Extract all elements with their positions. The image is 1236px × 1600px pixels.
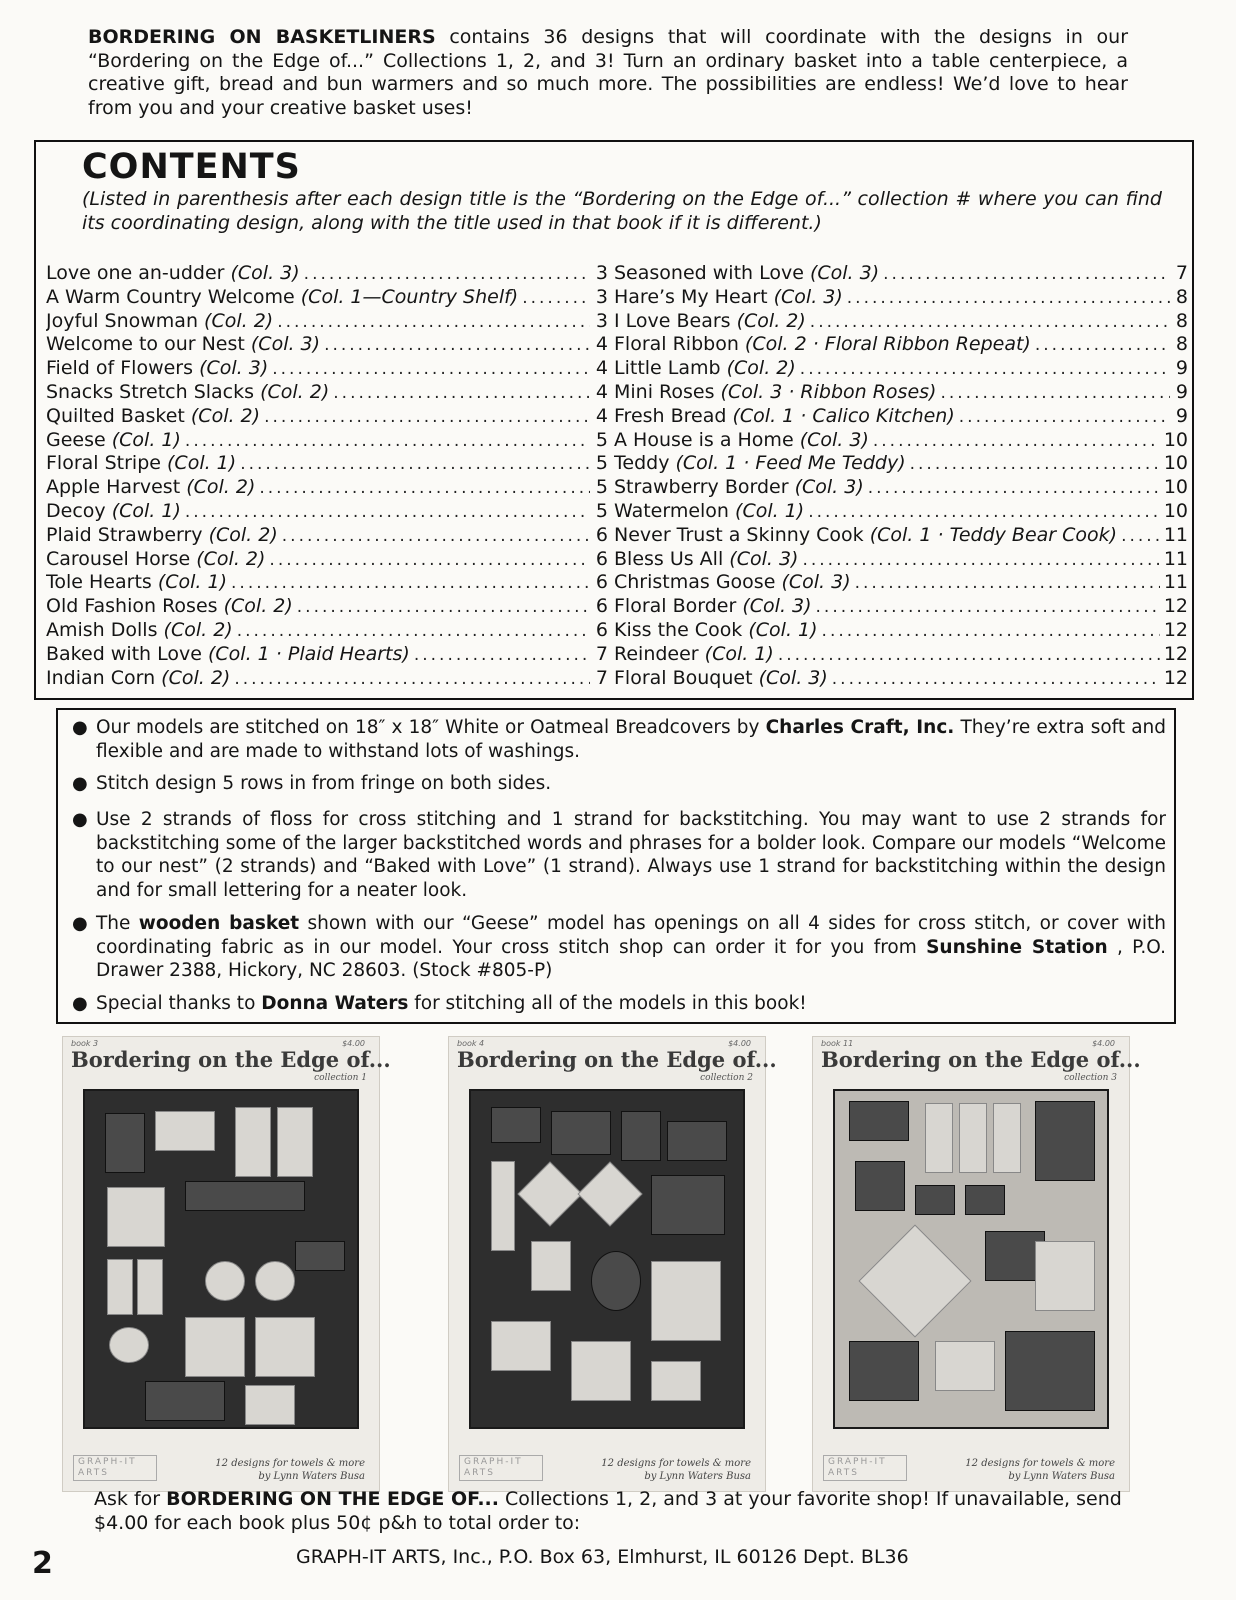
book-title: Bordering on the Edge of... (457, 1047, 777, 1072)
toc-page-number: 12 (1163, 666, 1188, 689)
toc-leader-dots (959, 407, 1170, 427)
toc-entry (46, 643, 608, 667)
toc-entry (614, 286, 1188, 310)
toc-page-number: 4 (595, 380, 608, 403)
toc-collection-ref: (Col. 3 · Ribbon Roses) (720, 380, 937, 403)
toc-leader-dots (873, 431, 1160, 451)
toc-entry-title (46, 667, 230, 689)
toc-collection-ref: (Col. 3) (794, 476, 864, 499)
toc-leader-dots (304, 264, 590, 284)
book-tagline: 12 designs for towels & more (215, 1458, 365, 1469)
book-title: Bordering on the Edge of... (71, 1047, 391, 1072)
toc-design-name: Indian Corn (46, 666, 156, 689)
toc-entry (46, 429, 608, 453)
toc-design-name: Floral Bouquet (614, 666, 753, 689)
toc-entry (46, 405, 608, 429)
toc-leader-dots (1035, 335, 1170, 355)
toc-design-name: Baked with Love (46, 642, 202, 665)
book-title: Bordering on the Edge of... (821, 1047, 1141, 1072)
toc-entry-title (614, 357, 796, 379)
toc-collection-ref: (Col. 1) (735, 499, 805, 522)
toc-entry (614, 524, 1188, 548)
contents-note: (Listed in parenthesis after each design title is the “Bordering on the Edge of...” collection # where you can find its coordinating design, along with the title used in that book if it is different.) (82, 188, 1162, 234)
toc-entry-title (614, 405, 955, 427)
toc-page-number: 6 (595, 571, 608, 594)
toc-page-number: 4 (595, 357, 608, 380)
toc-entry (46, 476, 608, 500)
toc-entry-title (46, 619, 233, 641)
toc-entry (46, 619, 608, 643)
toc-entry-title (46, 548, 265, 570)
toc-collection-ref: (Col. 2) (204, 309, 274, 332)
toc-entry (614, 595, 1188, 619)
toc-page-number: 7 (1175, 262, 1188, 284)
toc-page-number: 6 (595, 618, 608, 641)
toc-collection-ref: (Col. 3) (199, 357, 269, 380)
book-price: $4.00 (1092, 1039, 1115, 1048)
toc-page-number: 9 (1175, 380, 1188, 403)
toc-entry (614, 619, 1188, 643)
contents-box (34, 140, 1194, 700)
toc-leader-dots (333, 383, 590, 403)
book-cover-collection-1 (62, 1036, 391, 1492)
bullet-icon: ● (72, 717, 88, 738)
toc-collection-ref: (Col. 2 · Floral Ribbon Repeat) (744, 333, 1031, 356)
toc-leader-dots (868, 478, 1160, 498)
toc-design-name: Field of Flowers (46, 357, 194, 380)
toc-design-name: Strawberry Border (614, 476, 789, 499)
book-number: book 11 (821, 1039, 854, 1048)
toc-collection-ref: (Col. 3) (742, 595, 812, 618)
toc-entry-title (46, 310, 273, 332)
note-text: for stitching all of the models in this book! (408, 993, 807, 1014)
toc-page-number: 8 (1175, 285, 1188, 308)
note-text: Stitch design 5 rows in from fringe on both sides. (96, 773, 552, 794)
toc-entry-title (614, 524, 1117, 546)
toc-page-number: 9 (1175, 357, 1188, 380)
toc-collection-ref: (Col. 1) (704, 642, 774, 665)
toc-design-name: Mini Roses (614, 380, 715, 403)
toc-design-name: Floral Ribbon (614, 333, 739, 356)
toc-entry-title (46, 595, 293, 617)
note-text: , P.O. Drawer 2388, Hickory, NC 28603. (Stock #805-P) (96, 936, 1167, 981)
toc-page-number: 4 (595, 404, 608, 427)
toc-leader-dots (802, 550, 1159, 570)
toc-page-number: 7 (595, 666, 608, 689)
toc-collection-ref: (Col. 2) (196, 547, 266, 570)
toc-collection-ref: (Col. 1) (167, 452, 237, 475)
order-paragraph (94, 1488, 1134, 1535)
toc-page-number: 11 (1163, 547, 1188, 570)
toc-entry (46, 500, 608, 524)
publisher-logo: GRAPH-IT ARTS (73, 1455, 157, 1481)
toc-collection-ref: (Col. 1) (111, 428, 181, 451)
note-text: Special thanks to (96, 993, 262, 1014)
toc-page-number: 12 (1163, 595, 1188, 618)
book-number: book 3 (71, 1039, 99, 1048)
toc-collection-ref: (Col. 2) (223, 595, 293, 618)
toc-entry (614, 476, 1188, 500)
toc-collection-ref: (Col. 3) (809, 262, 880, 284)
toc-leader-dots (234, 669, 590, 689)
toc-design-name: I Love Bears (614, 309, 731, 332)
book-author: by Lynn Waters Busa (644, 1471, 751, 1482)
toc-design-name: Little Lamb (614, 357, 721, 380)
toc-leader-dots (910, 454, 1160, 474)
toc-leader-dots (324, 335, 590, 355)
note-basket (72, 912, 1166, 983)
toc-entry-title (46, 286, 518, 308)
toc-leader-dots (800, 359, 1170, 379)
toc-design-name: Reindeer (614, 642, 699, 665)
toc-entry (614, 571, 1188, 595)
toc-entry (614, 262, 1188, 286)
toc-page-number: 11 (1163, 523, 1188, 546)
note-brand: Charles Craft, Inc. (765, 717, 955, 738)
toc-entry (46, 310, 608, 334)
toc-leader-dots (269, 550, 590, 570)
toc-leader-dots (231, 573, 590, 593)
bullet-icon: ● (72, 913, 88, 934)
toc-design-name: Plaid Strawberry (46, 523, 203, 546)
toc-entry-title (46, 524, 278, 546)
note-thanks (72, 992, 1166, 1016)
toc-entry-title (614, 595, 812, 617)
toc-design-name: Joyful Snowman (46, 309, 198, 332)
toc-page-number: 7 (595, 642, 608, 665)
toc-entry-title (46, 381, 329, 403)
toc-collection-ref: (Col. 3) (781, 571, 851, 594)
toc-right-column (614, 262, 1188, 690)
book-cover-photo (83, 1089, 359, 1429)
toc-entry (614, 381, 1188, 405)
book-price: $4.00 (342, 1039, 365, 1048)
toc-collection-ref: (Col. 2) (260, 380, 330, 403)
toc-collection-ref: (Col. 3) (758, 666, 828, 689)
toc-leader-dots (240, 454, 590, 474)
toc-leader-dots (185, 431, 590, 451)
toc-leader-dots (185, 502, 590, 522)
toc-page-number: 3 (595, 285, 608, 308)
toc-entry-title (46, 333, 320, 355)
order-book-title: BORDERING ON THE EDGE OF... (166, 1488, 499, 1510)
toc-collection-ref: (Col. 3) (250, 333, 321, 356)
toc-collection-ref: (Col. 2) (726, 357, 796, 380)
toc-entry (46, 357, 608, 381)
toc-entry (46, 548, 608, 572)
publisher-address: GRAPH-IT ARTS, Inc., P.O. Box 63, Elmhurst, IL 60126 Dept. BL36 (296, 1546, 909, 1568)
toc-entry-title (46, 500, 181, 522)
bullet-icon: ● (72, 773, 88, 794)
toc-leader-dots (940, 383, 1170, 403)
toc-collection-ref: (Col. 2) (190, 404, 261, 427)
toc-entry-title (46, 262, 300, 284)
toc-design-name: Fresh Bread (614, 404, 727, 427)
toc-entry-title (614, 571, 851, 593)
toc-entry-title (614, 286, 843, 308)
toc-design-name: Hare’s My Heart (614, 285, 768, 308)
bullet-icon: ● (72, 809, 88, 830)
toc-design-name: Welcome to our Nest (46, 333, 245, 356)
toc-leader-dots (414, 645, 590, 665)
note-breadcovers (72, 716, 1166, 763)
toc-page-number: 10 (1163, 428, 1188, 451)
book-tagline: 12 designs for towels & more (601, 1458, 751, 1469)
toc-page-number: 8 (1175, 333, 1188, 356)
toc-page-number: 12 (1163, 618, 1188, 641)
toc-design-name: Carousel Horse (46, 547, 191, 570)
toc-entry-title (46, 643, 410, 665)
toc-page-number: 10 (1163, 476, 1188, 499)
toc-entry-title (46, 429, 181, 451)
note-text: The (96, 913, 139, 934)
toc-page-number: 10 (1163, 452, 1188, 475)
toc-page-number: 9 (1175, 404, 1188, 427)
toc-page-number: 6 (595, 523, 608, 546)
toc-collection-ref: (Col. 1) (748, 618, 818, 641)
toc-entry-title (46, 405, 260, 427)
toc-entry (46, 571, 608, 595)
toc-entry (614, 310, 1188, 334)
toc-design-name: A House is a Home (614, 428, 794, 451)
toc-design-name: Snacks Stretch Slacks (46, 380, 255, 403)
toc-entry (614, 452, 1188, 476)
toc-entry-title (614, 667, 828, 689)
toc-design-name: Seasoned with Love (614, 262, 804, 284)
toc-design-name: Floral Stripe (46, 452, 161, 475)
toc-entry-title (614, 619, 818, 641)
toc-design-name: Bless Us All (614, 547, 724, 570)
book-price: $4.00 (728, 1039, 751, 1048)
intro-text: contains 36 designs that will coordinate with the designs in our “Bordering on the Edge of...” Collections 1, 2, and 3! Turn an ordinary basket into a table centerpiece, a creative gift, bread and bun warmers and so much more. The possibilities are endless! We’d love to hear from you and your creative basket uses! (88, 26, 1129, 119)
toc-collection-ref: (Col. 3) (230, 262, 300, 284)
toc-entry-title (614, 262, 879, 284)
toc-leader-dots (264, 407, 590, 427)
toc-page-number: 5 (595, 428, 608, 451)
toc-collection-ref: (Col. 2) (163, 618, 233, 641)
toc-collection-ref: (Col. 2) (186, 476, 256, 499)
toc-leader-dots (808, 502, 1160, 522)
toc-entry (614, 405, 1188, 429)
toc-leader-dots (282, 526, 590, 546)
toc-design-name: Floral Border (614, 595, 737, 618)
page-number: 2 (32, 1546, 53, 1581)
note-text: shown with our “Geese” model has openings on all 4 sides for cross stitch, or cover with coordinating fabric as in our model. Your cross stitch shop can order it for you from (96, 913, 1166, 958)
note-text: Our models are stitched on 18″ x 18″ White or Oatmeal Breadcovers by (96, 717, 766, 738)
book-collection: collection 2 (700, 1073, 753, 1083)
note-supplier: Sunshine Station (926, 936, 1108, 958)
toc-entry (614, 667, 1188, 691)
toc-entry-title (46, 476, 255, 498)
book-cover-collection-3 (812, 1036, 1141, 1492)
toc-leader-dots (237, 621, 590, 641)
toc-page-number: 5 (595, 452, 608, 475)
book-footer (601, 1457, 751, 1483)
toc-design-name: Love one an-udder (46, 262, 225, 284)
toc-leader-dots (259, 478, 590, 498)
toc-entry (46, 595, 608, 619)
bullet-icon: ● (72, 993, 88, 1014)
toc-leader-dots (847, 288, 1170, 308)
note-rows (72, 772, 1166, 796)
toc-entry-title (46, 571, 227, 593)
toc-entry (614, 548, 1188, 572)
toc-leader-dots (855, 573, 1160, 593)
toc-design-name: Geese (46, 428, 106, 451)
toc-leader-dots (1121, 526, 1160, 546)
toc-collection-ref: (Col. 3) (773, 285, 843, 308)
toc-leader-dots (297, 597, 590, 617)
toc-design-name: Quilted Basket (46, 404, 185, 427)
book-author: by Lynn Waters Busa (258, 1471, 365, 1482)
toc-design-name: Christmas Goose (614, 571, 776, 594)
toc-collection-ref: (Col. 3) (729, 547, 799, 570)
toc-design-name: Apple Harvest (46, 476, 181, 499)
toc-leader-dots (810, 312, 1170, 332)
book-cover-collection-2 (448, 1036, 777, 1492)
publisher-logo: GRAPH-IT ARTS (459, 1455, 543, 1481)
toc-page-number: 6 (595, 595, 608, 618)
toc-design-name: Never Trust a Skinny Cook (614, 523, 864, 546)
toc-entry (614, 357, 1188, 381)
book-author: by Lynn Waters Busa (1008, 1471, 1115, 1482)
note-text: Use 2 strands of floss for cross stitching and 1 strand for backstitching. You may want to use 2 strands for backstitching some of the larger backstitched words and phrases for a bolder look. Compare our models “Welcome to our nest” (2 strands) and “Baked with Love” (1 strand). Always use 1 strand for backstitching within the design and for small lettering for a neater look. (96, 809, 1166, 901)
toc-entry (614, 500, 1188, 524)
order-text: Collections 1, 2, and 3 at your favorite shop! If unavailable, send $4.00 for each book plus 50¢ p&h to total order to: (94, 1488, 1122, 1534)
toc-entry (46, 667, 608, 691)
toc-collection-ref: (Col. 1 · Teddy Bear Cook) (869, 523, 1118, 546)
toc-page-number: 8 (1175, 309, 1188, 332)
toc-entry-title (614, 643, 774, 665)
toc-entry (614, 333, 1188, 357)
toc-left-column (46, 262, 608, 690)
toc-design-name: Tole Hearts (46, 571, 152, 594)
toc-entry-title (614, 476, 864, 498)
toc-collection-ref: (Col. 2) (161, 666, 231, 689)
book-collection: collection 1 (314, 1073, 367, 1083)
toc-collection-ref: (Col. 1 · Plaid Hearts) (208, 642, 410, 665)
intro-paragraph (88, 26, 1128, 120)
toc-design-name: Amish Dolls (46, 618, 158, 641)
toc-entry (46, 524, 608, 548)
contents-title: CONTENTS (82, 147, 301, 187)
book-tagline: 12 designs for towels & more (965, 1458, 1115, 1469)
toc-page-number: 3 (595, 262, 608, 284)
book-collection: collection 3 (1064, 1073, 1117, 1083)
toc-design-name: A Warm Country Welcome (46, 285, 295, 308)
toc-entry-title (46, 357, 268, 379)
publisher-logo: GRAPH-IT ARTS (823, 1455, 907, 1481)
toc-collection-ref: (Col. 1 · Feed Me Teddy) (675, 452, 906, 475)
toc-entry (46, 286, 608, 310)
toc-entry-title (614, 333, 1031, 355)
toc-entry (46, 333, 608, 357)
toc-collection-ref: (Col. 1) (111, 499, 181, 522)
book-footer (215, 1457, 365, 1483)
toc-page-number: 4 (595, 333, 608, 356)
order-text: Ask for (94, 1488, 167, 1510)
toc-entry-title (614, 429, 869, 451)
toc-leader-dots (883, 264, 1170, 284)
toc-leader-dots (832, 669, 1160, 689)
toc-leader-dots (272, 359, 590, 379)
note-bold: wooden basket (138, 913, 300, 934)
toc-entry (46, 452, 608, 476)
toc-page-number: 5 (595, 499, 608, 522)
toc-entry-title (614, 381, 936, 403)
toc-design-name: Decoy (46, 499, 106, 522)
toc-leader-dots (822, 621, 1160, 641)
toc-entry-title (614, 452, 906, 474)
toc-page-number: 10 (1163, 499, 1188, 522)
toc-collection-ref: (Col. 1) (157, 571, 228, 594)
toc-page-number: 5 (595, 476, 608, 499)
toc-entry (46, 262, 608, 286)
toc-page-number: 12 (1163, 642, 1188, 665)
note-person: Donna Waters (261, 993, 409, 1014)
toc-page-number: 11 (1163, 571, 1188, 594)
note-strands (72, 808, 1166, 902)
toc-entry-title (614, 500, 804, 522)
book-cover-photo (833, 1089, 1109, 1429)
toc-collection-ref: (Col. 3) (799, 428, 869, 451)
book-number: book 4 (457, 1039, 485, 1048)
toc-entry (46, 381, 608, 405)
toc-design-name: Kiss the Cook (614, 618, 743, 641)
toc-design-name: Old Fashion Roses (46, 595, 218, 618)
toc-entry-title (614, 310, 806, 332)
toc-leader-dots (778, 645, 1160, 665)
toc-collection-ref: (Col. 2) (208, 523, 278, 546)
book-cover-photo (469, 1089, 745, 1429)
toc-entry (614, 429, 1188, 453)
toc-page-number: 6 (595, 547, 608, 570)
toc-design-name: Teddy (614, 452, 670, 475)
toc-entry (614, 643, 1188, 667)
toc-page-number: 3 (595, 309, 608, 332)
toc-leader-dots (816, 597, 1160, 617)
notes-box (56, 708, 1176, 1024)
toc-leader-dots (522, 288, 590, 308)
toc-entry-title (46, 452, 236, 474)
note-text: They’re extra soft and flexible and are made to withstand lots of washings. (96, 717, 1167, 762)
intro-book-title: BORDERING ON BASKETLINERS (88, 26, 436, 48)
book-footer (965, 1457, 1115, 1483)
toc-collection-ref: (Col. 1 · Calico Kitchen) (732, 404, 955, 427)
toc-collection-ref: (Col. 2) (736, 309, 806, 332)
toc-leader-dots (277, 312, 590, 332)
toc-collection-ref: (Col. 1—Country Shelf) (300, 285, 519, 308)
toc-entry-title (614, 548, 798, 570)
toc-design-name: Watermelon (614, 499, 729, 522)
